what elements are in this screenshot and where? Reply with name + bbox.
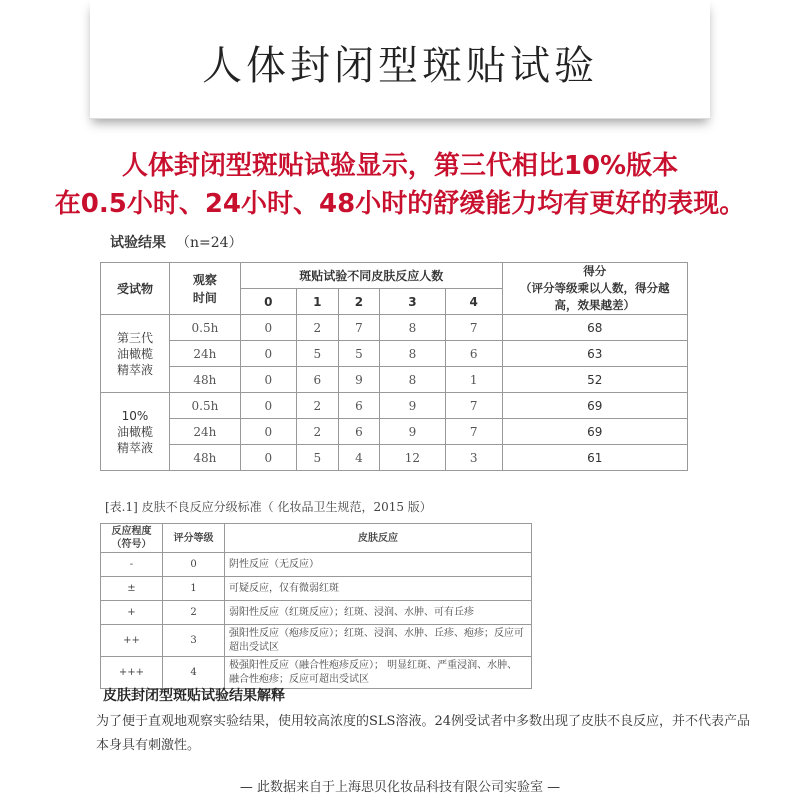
grade-cell: 3 <box>163 625 225 657</box>
count-cell: 12 <box>380 445 446 471</box>
desc-cell: 极强阳性反应（融合性疱疹反应）； 明显红斑、严重浸润、水肿、融合性疱疹；反应可超出受试区 <box>225 657 532 689</box>
count-cell: 9 <box>380 393 446 419</box>
table-row <box>101 601 532 625</box>
desc-cell: 阴性反应（无反应） <box>225 553 532 577</box>
count-cell: 6 <box>338 419 379 445</box>
desc-cell: 弱阳性反应（红斑反应）；红斑、浸润、水肿、可有丘疹 <box>225 601 532 625</box>
count-cell: 8 <box>380 315 446 341</box>
header-score-label: 得分 <box>583 264 607 278</box>
count-cell: 9 <box>380 419 446 445</box>
sample-size: （n=24） <box>176 235 243 251</box>
count-cell: 5 <box>338 341 379 367</box>
count-cell: 7 <box>445 315 502 341</box>
count-cell: 0 <box>240 341 296 367</box>
table-row <box>101 367 688 393</box>
score-cell: 69 <box>502 419 687 445</box>
table-row <box>101 625 532 657</box>
time-cell: 0.5h <box>169 393 240 419</box>
table-row <box>101 553 532 577</box>
grade-cell: 2 <box>163 601 225 625</box>
grade-cell: 1 <box>163 577 225 601</box>
grade-cell: 0 <box>163 553 225 577</box>
grade-cell: 4 <box>163 657 225 689</box>
headline-line-2: 在0.5小时、24小时、48小时的舒缓能力均有更好的表现。 <box>54 189 746 219</box>
header-level: 反应程度 （符号） <box>101 524 163 553</box>
header-time: 观察 时间 <box>169 263 240 315</box>
results-caption-label: 试验结果 <box>110 235 166 251</box>
header-grade-0: 0 <box>240 289 296 315</box>
count-cell: 6 <box>338 393 379 419</box>
count-cell: 6 <box>296 367 338 393</box>
count-cell: 6 <box>445 341 502 367</box>
results-table <box>100 262 688 471</box>
count-cell: 2 <box>296 315 338 341</box>
score-cell: 61 <box>502 445 687 471</box>
grading-table <box>100 523 532 689</box>
header-grade-1: 1 <box>296 289 338 315</box>
score-cell: 69 <box>502 393 687 419</box>
time-cell: 0.5h <box>169 315 240 341</box>
table-row <box>101 315 688 341</box>
results-caption <box>110 232 243 252</box>
count-cell: 0 <box>240 367 296 393</box>
grading-caption: [表.1] 皮肤不良反应分级标准（ 化妆品卫生规范，2015 版） <box>105 500 432 514</box>
count-cell: 4 <box>338 445 379 471</box>
table-row <box>101 577 532 601</box>
score-cell: 52 <box>502 367 687 393</box>
header-score <box>502 263 687 315</box>
score-cell: 68 <box>502 315 687 341</box>
header-grade-4: 4 <box>445 289 502 315</box>
time-cell: 24h <box>169 419 240 445</box>
symbol-cell: - <box>101 553 163 577</box>
header-skin-reaction: 皮肤反应 <box>225 524 532 553</box>
header-grade-2: 2 <box>338 289 379 315</box>
count-cell: 9 <box>338 367 379 393</box>
grading-header-row <box>101 524 532 553</box>
desc-cell: 强阳性反应（疱疹反应）；红斑、浸润、水肿、丘疹、疱疹；反应可超出受试区 <box>225 625 532 657</box>
explanation-body: 为了便于直观地观察实验结果，使用较高浓度的SLS溶液。24例受试者中多数出现了皮肤不良反应，并不代表产品本身具有刺激性。 <box>96 714 750 753</box>
count-cell: 5 <box>296 341 338 367</box>
count-cell: 8 <box>380 367 446 393</box>
symbol-cell: ± <box>101 577 163 601</box>
count-cell: 0 <box>240 315 296 341</box>
count-cell: 0 <box>240 445 296 471</box>
footer-source: — 此数据来自于上海思贝化妆品科技有限公司实验室 — <box>239 780 561 795</box>
count-cell: 7 <box>445 393 502 419</box>
time-cell: 48h <box>169 445 240 471</box>
time-cell: 48h <box>169 367 240 393</box>
count-cell: 5 <box>296 445 338 471</box>
table-row <box>101 419 688 445</box>
symbol-cell: +++ <box>101 657 163 689</box>
table-row <box>101 341 688 367</box>
count-cell: 8 <box>380 341 446 367</box>
count-cell: 0 <box>240 419 296 445</box>
desc-cell: 可疑反应，仅有微弱红斑 <box>225 577 532 601</box>
count-cell: 7 <box>445 419 502 445</box>
header-reaction-count: 斑贴试验不同皮肤反应人数 <box>240 263 502 289</box>
group-label: 10% 油橄榄 精萃液 <box>101 393 170 471</box>
table-row <box>101 445 688 471</box>
table-row <box>101 657 532 689</box>
symbol-cell: + <box>101 601 163 625</box>
count-cell: 2 <box>296 393 338 419</box>
count-cell: 3 <box>445 445 502 471</box>
page-title: 人体封闭型斑贴试验 <box>202 43 598 89</box>
symbol-cell: ++ <box>101 625 163 657</box>
header-subject: 受试物 <box>101 263 170 315</box>
score-cell: 63 <box>502 341 687 367</box>
headline-line-1: 人体封闭型斑贴试验显示，第三代相比10%版本 <box>121 151 679 181</box>
results-header-row <box>101 263 688 289</box>
count-cell: 1 <box>445 367 502 393</box>
header-grade: 评分等级 <box>163 524 225 553</box>
header-grade-3: 3 <box>380 289 446 315</box>
count-cell: 0 <box>240 393 296 419</box>
group-label: 第三代 油橄榄 精萃液 <box>101 315 170 393</box>
count-cell: 2 <box>296 419 338 445</box>
explanation-title: 皮肤封闭型斑贴试验结果解释 <box>103 688 285 704</box>
header-score-note: （评分等级乘以人数，得分越高，效果越差） <box>520 281 670 312</box>
count-cell: 7 <box>338 315 379 341</box>
table-row <box>101 393 688 419</box>
time-cell: 24h <box>169 341 240 367</box>
